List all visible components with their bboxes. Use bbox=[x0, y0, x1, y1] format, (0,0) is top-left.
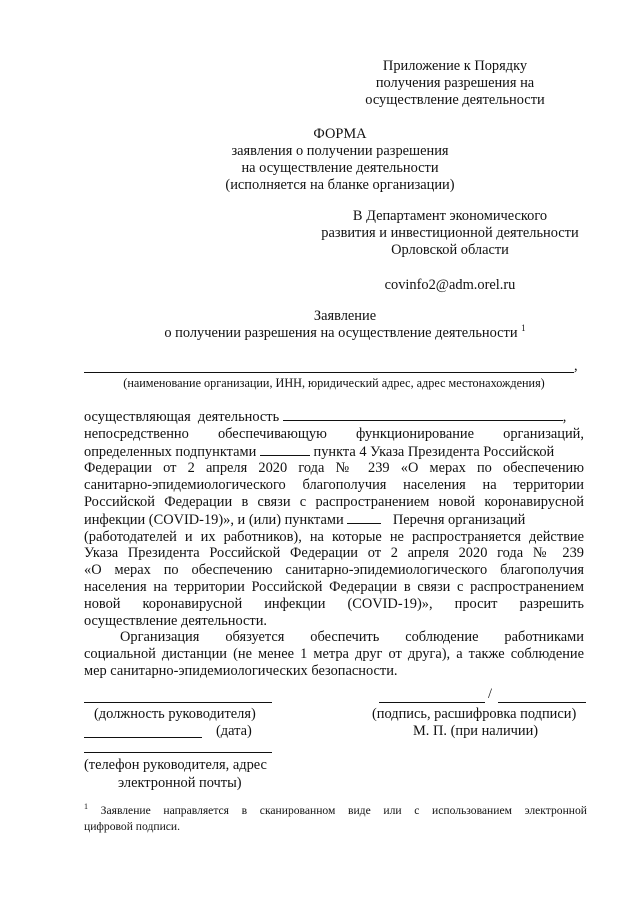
activity-field[interactable] bbox=[283, 408, 563, 421]
date-caption: (дата) bbox=[216, 723, 252, 739]
statement-body bbox=[84, 408, 584, 680]
body-line: Российской Федерации в связи с распространением новой коронавирусной bbox=[84, 493, 584, 510]
org-name-comma: , bbox=[574, 358, 578, 374]
body-line bbox=[84, 408, 584, 426]
footnote-mark: 1 bbox=[84, 802, 88, 812]
addressee-block bbox=[315, 208, 585, 259]
subparagraph-field[interactable] bbox=[260, 443, 310, 456]
body-line: Указа Президента Российской Федерации от 2 апреля 2020 года № 239 bbox=[84, 545, 584, 562]
signature-caption: (подпись, расшифровка подписи) bbox=[372, 706, 577, 722]
form-title: ФОРМА bbox=[313, 126, 367, 142]
signature-name-line[interactable] bbox=[498, 702, 586, 703]
body-text: инфекции (COVID-19)», и (или) пунктами bbox=[84, 511, 344, 528]
signature-slash: / bbox=[488, 686, 492, 702]
body-text: Перечня организаций bbox=[392, 511, 526, 528]
body-text: пункта 4 Указа Президента Российской bbox=[313, 443, 555, 460]
statement-title: Заявление bbox=[313, 308, 377, 324]
body-text: осуществляющая деятельность bbox=[84, 409, 280, 425]
items-field[interactable] bbox=[347, 511, 381, 524]
body-line bbox=[84, 443, 584, 461]
addressee-line: В Департамент экономического bbox=[352, 208, 548, 224]
form-title-block bbox=[190, 126, 490, 194]
position-caption: (должность руководителя) bbox=[94, 706, 256, 722]
body-line: непосредственно обеспечивающую функционирование организаций, bbox=[84, 425, 584, 442]
appendix-line: Приложение к Порядку bbox=[382, 58, 528, 74]
position-line[interactable] bbox=[84, 702, 272, 703]
org-name-caption: (наименование организации, ИНН, юридический адрес, адрес местонахождения) bbox=[123, 376, 545, 390]
statement-subtitle-text: о получении разрешения на осуществление деятельности bbox=[164, 325, 518, 341]
form-subtitle: на осуществление деятельности bbox=[241, 160, 439, 176]
org-name-line[interactable] bbox=[84, 372, 574, 373]
body-line: мер санитарно-эпидемиологических безопасности. bbox=[84, 662, 398, 679]
signature-line[interactable] bbox=[379, 702, 485, 703]
body-line: (работодателей и их работников), на которые не распространяется действие bbox=[84, 528, 584, 545]
body-line bbox=[84, 511, 584, 529]
appendix-line: осуществление деятельности bbox=[365, 92, 545, 108]
body-line: санитарно-эпидемиологического благополучия населения на территории bbox=[84, 477, 584, 494]
body-line: новой коронавирусной инфекции (COVID-19)», просит разрешить bbox=[84, 595, 584, 612]
body-line: Федерации от 2 апреля 2020 года № 239 «О мерах по обеспечению bbox=[84, 460, 584, 477]
body-text: определенных подпунктами bbox=[84, 443, 257, 460]
body-line: социальной дистанции (не менее 1 метра друг от друга), а также соблюдение bbox=[84, 646, 584, 663]
footnote-line: цифровой подписи. bbox=[84, 820, 181, 833]
seal-caption: М. П. (при наличии) bbox=[413, 723, 539, 739]
date-line[interactable] bbox=[84, 737, 202, 738]
addressee-line: Орловской области bbox=[391, 242, 509, 258]
statement-subtitle bbox=[150, 325, 540, 342]
footnote-text: Заявление направляется в сканированном виде или с использованием электронной bbox=[100, 804, 587, 817]
appendix-block bbox=[350, 58, 560, 109]
body-comma: , bbox=[562, 409, 567, 425]
footnote-line bbox=[84, 803, 587, 819]
body-line: осуществление деятельности. bbox=[84, 612, 267, 629]
appendix-line: получения разрешения на bbox=[375, 75, 535, 91]
body-line: населения на территории Российской Федерации в связи с распространением bbox=[84, 578, 584, 595]
contact-caption: (телефон руководителя, адрес bbox=[84, 757, 267, 773]
form-note: (исполняется на бланке организации) bbox=[225, 177, 455, 193]
statement-heading bbox=[150, 308, 540, 342]
form-subtitle: заявления о получении разрешения bbox=[231, 143, 449, 159]
body-line: Организация обязуется обеспечить соблюдение работниками bbox=[120, 629, 584, 646]
footnote-ref: 1 bbox=[521, 323, 526, 334]
addressee-line: развития и инвестиционной деятельности bbox=[321, 225, 579, 241]
body-line: «О мерах по обеспечению санитарно-эпидемиологического благополучия bbox=[84, 562, 584, 579]
addressee-email: covinfo2@adm.orel.ru bbox=[384, 277, 516, 293]
footnote bbox=[84, 803, 587, 835]
contact-caption: электронной почты) bbox=[118, 775, 242, 791]
contact-line[interactable] bbox=[84, 752, 272, 753]
